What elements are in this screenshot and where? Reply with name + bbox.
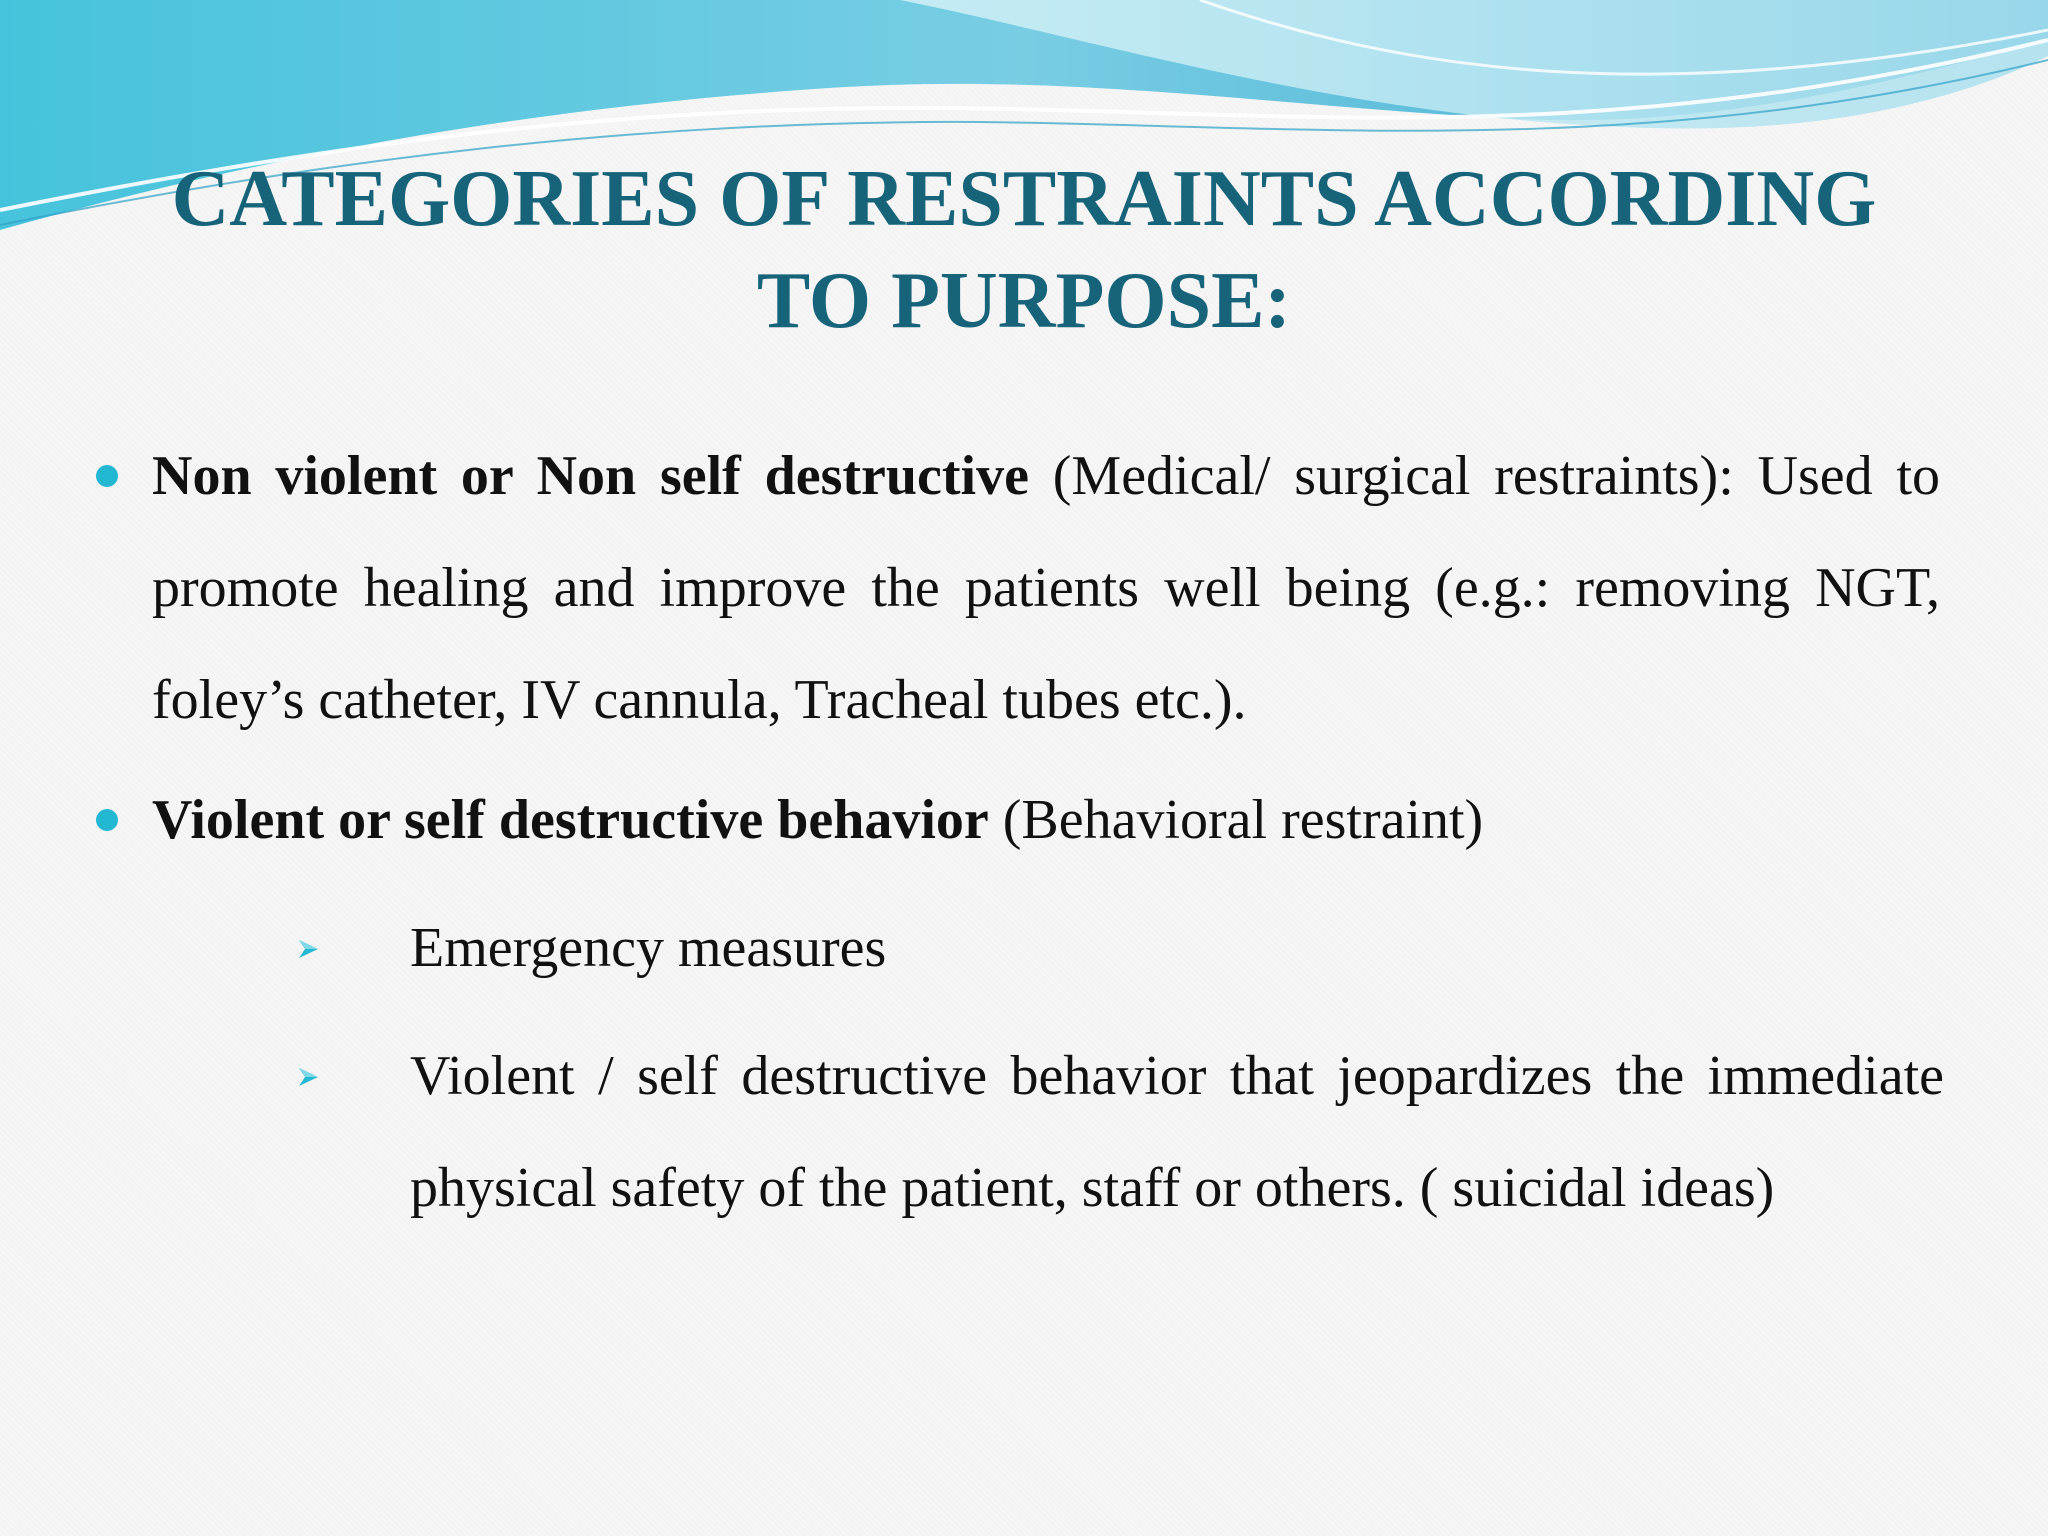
bullet-body: (Medical/ surgical restraints): Used to promote healing and improve the patients well being (e.g.: removing NGT, foley’s catheter, IV cannula, Tracheal tubes etc.). bbox=[152, 445, 1940, 731]
sub-bullet-text: Violent / self destructive behavior that jeopardizes the immediate physical safety of the patient, staff or others. ( suicidal ideas) bbox=[410, 1045, 1944, 1219]
title-line-2: TO PURPOSE: bbox=[756, 257, 1292, 345]
slide-title bbox=[100, 148, 1948, 352]
bullet-heading: Non violent or Non self destructive bbox=[152, 445, 1029, 507]
bullet-body: (Behavioral restraint) bbox=[988, 789, 1484, 851]
bullet-dot-icon bbox=[96, 809, 118, 831]
bullet-heading: Violent or self destructive behavior bbox=[152, 789, 989, 851]
bullet-dot-icon bbox=[96, 465, 118, 487]
bullet-text bbox=[152, 420, 1940, 756]
sub-bullet-text: Emergency measures bbox=[410, 917, 887, 979]
arrow-bullet-icon bbox=[296, 936, 322, 962]
arrow-bullet-icon bbox=[296, 1064, 322, 1090]
bullet-text bbox=[152, 764, 1940, 876]
title-line-1: CATEGORIES OF RESTRAINTS ACCORDING bbox=[171, 155, 1877, 243]
